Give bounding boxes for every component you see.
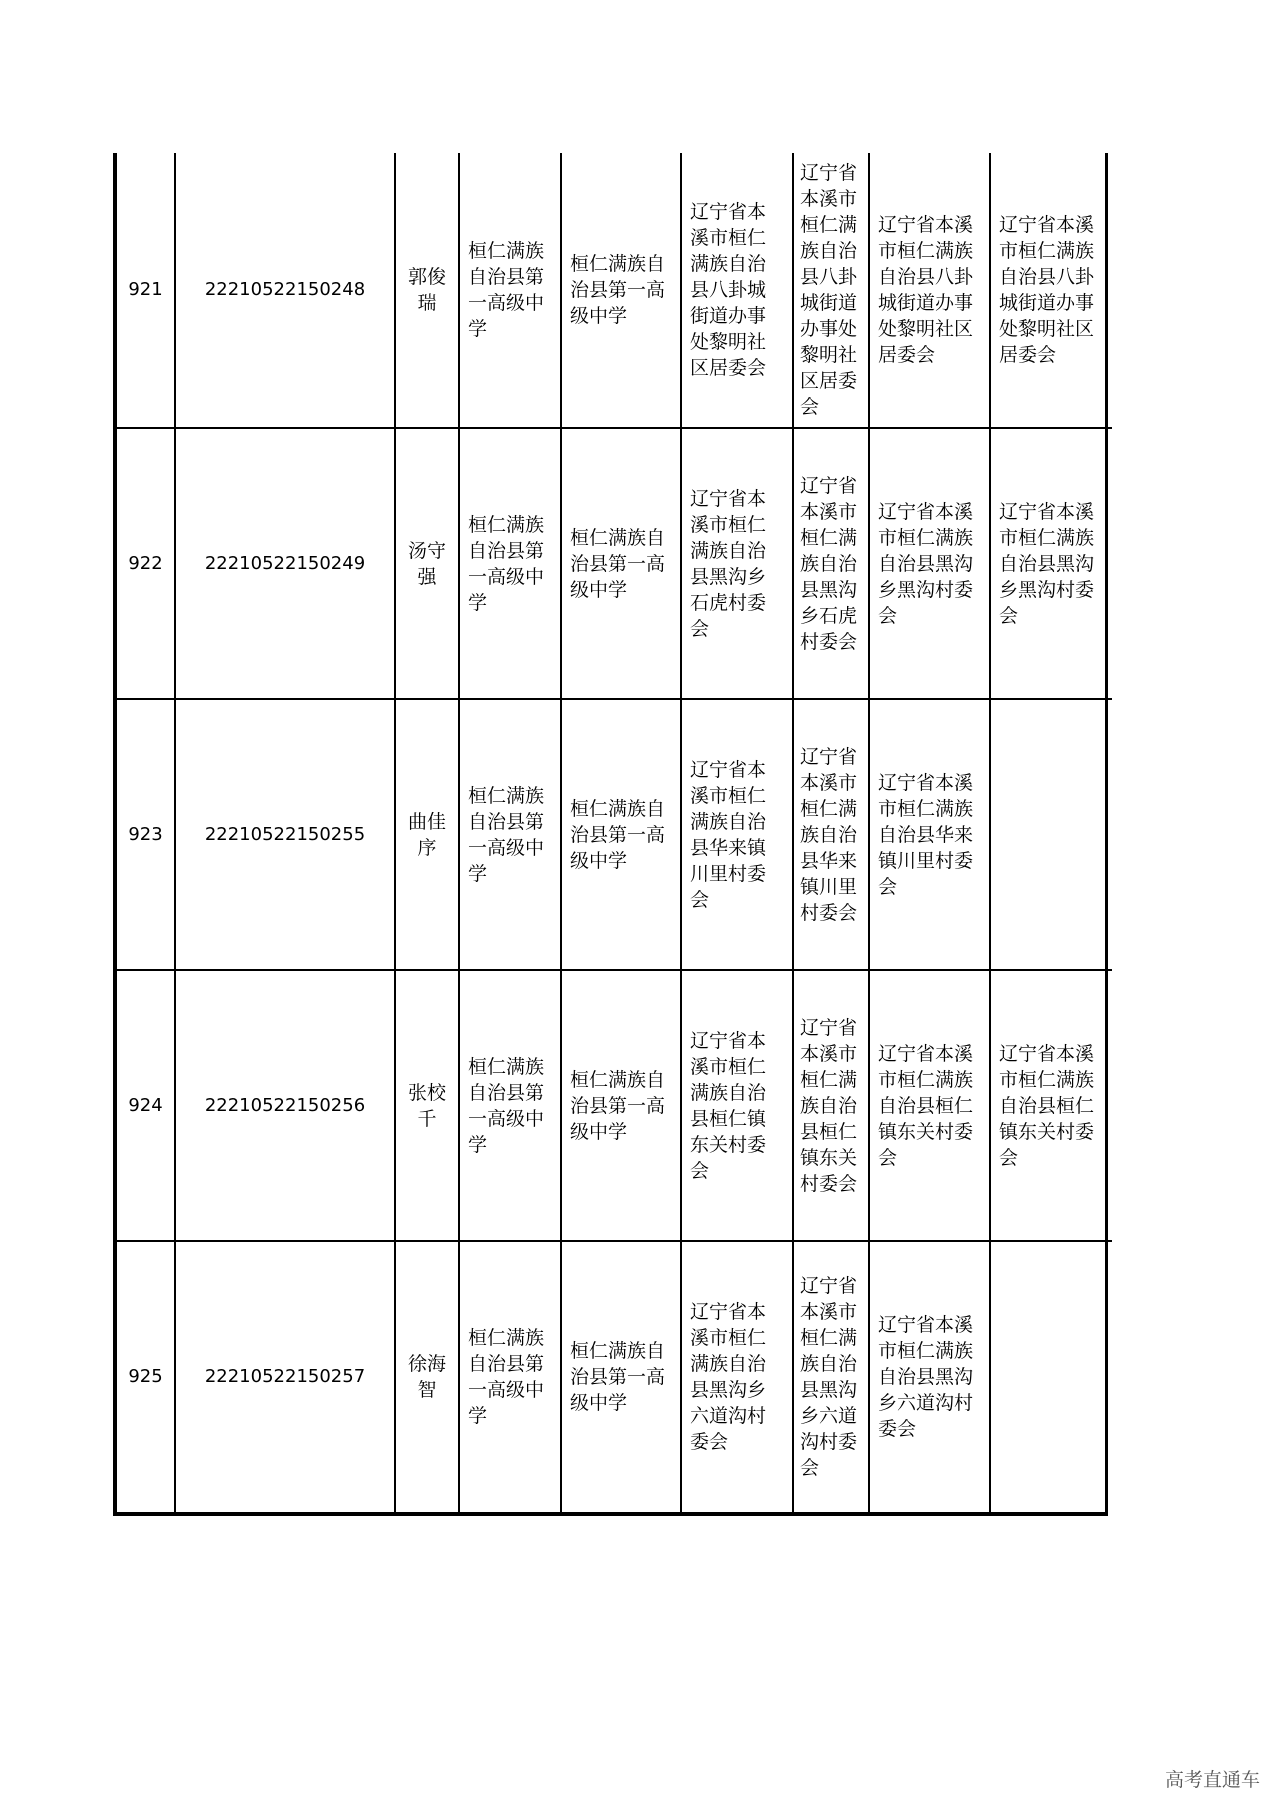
cell-school: 桓仁满族自治县第一高级中学 bbox=[459, 428, 561, 699]
cell-name: 曲佳序 bbox=[395, 699, 459, 970]
cell-grad-school: 桓仁满族自治县第一高级中学 bbox=[561, 428, 681, 699]
cell-mother bbox=[990, 1241, 1112, 1512]
cell-address: 辽宁省本溪市桓仁满族自治县桓仁镇东关村委会 bbox=[681, 970, 793, 1241]
cell-hukou: 辽宁省本溪市桓仁满族自治县华来镇川里村委会 bbox=[793, 699, 869, 970]
cell-hukou: 辽宁省本溪市桓仁满族自治县八卦城街道办事处黎明社区居委会 bbox=[793, 153, 869, 428]
cell-father: 辽宁省本溪市桓仁满族自治县桓仁镇东关村委会 bbox=[869, 970, 990, 1241]
cell-grad-school: 桓仁满族自治县第一高级中学 bbox=[561, 970, 681, 1241]
roster-table bbox=[117, 153, 1112, 1512]
cell-mother: 辽宁省本溪市桓仁满族自治县黑沟乡黑沟村委会 bbox=[990, 428, 1112, 699]
cell-hukou: 辽宁省本溪市桓仁满族自治县桓仁镇东关村委会 bbox=[793, 970, 869, 1241]
cell-hukou: 辽宁省本溪市桓仁满族自治县黑沟乡六道沟村委会 bbox=[793, 1241, 869, 1512]
cell-name: 张校千 bbox=[395, 970, 459, 1241]
table-row bbox=[117, 1241, 1112, 1512]
cell-address: 辽宁省本溪市桓仁满族自治县华来镇川里村委会 bbox=[681, 699, 793, 970]
cell-exam-id: 22210522150257 bbox=[175, 1241, 395, 1512]
roster-body bbox=[117, 153, 1112, 1512]
cell-father: 辽宁省本溪市桓仁满族自治县黑沟乡六道沟村委会 bbox=[869, 1241, 990, 1512]
table-row bbox=[117, 153, 1112, 428]
cell-mother bbox=[990, 699, 1112, 970]
cell-address: 辽宁省本溪市桓仁满族自治县黑沟乡石虎村委会 bbox=[681, 428, 793, 699]
cell-father: 辽宁省本溪市桓仁满族自治县华来镇川里村委会 bbox=[869, 699, 990, 970]
cell-exam-id: 22210522150249 bbox=[175, 428, 395, 699]
cell-name: 郭俊瑞 bbox=[395, 153, 459, 428]
cell-grad-school: 桓仁满族自治县第一高级中学 bbox=[561, 1241, 681, 1512]
cell-seq: 925 bbox=[117, 1241, 175, 1512]
cell-name: 汤守强 bbox=[395, 428, 459, 699]
watermark-label: 高考直通车 bbox=[1164, 1769, 1260, 1791]
cell-seq: 924 bbox=[117, 970, 175, 1241]
cell-exam-id: 22210522150248 bbox=[175, 153, 395, 428]
cell-exam-id: 22210522150255 bbox=[175, 699, 395, 970]
cell-address: 辽宁省本溪市桓仁满族自治县八卦城街道办事处黎明社区居委会 bbox=[681, 153, 793, 428]
cell-name: 徐海智 bbox=[395, 1241, 459, 1512]
roster-table-container bbox=[113, 153, 1108, 1516]
cell-exam-id: 22210522150256 bbox=[175, 970, 395, 1241]
cell-seq: 923 bbox=[117, 699, 175, 970]
table-row bbox=[117, 428, 1112, 699]
cell-school: 桓仁满族自治县第一高级中学 bbox=[459, 970, 561, 1241]
cell-address: 辽宁省本溪市桓仁满族自治县黑沟乡六道沟村委会 bbox=[681, 1241, 793, 1512]
cell-mother: 辽宁省本溪市桓仁满族自治县桓仁镇东关村委会 bbox=[990, 970, 1112, 1241]
cell-father: 辽宁省本溪市桓仁满族自治县八卦城街道办事处黎明社区居委会 bbox=[869, 153, 990, 428]
cell-hukou: 辽宁省本溪市桓仁满族自治县黑沟乡石虎村委会 bbox=[793, 428, 869, 699]
cell-school: 桓仁满族自治县第一高级中学 bbox=[459, 699, 561, 970]
cell-father: 辽宁省本溪市桓仁满族自治县黑沟乡黑沟村委会 bbox=[869, 428, 990, 699]
cell-seq: 921 bbox=[117, 153, 175, 428]
cell-mother: 辽宁省本溪市桓仁满族自治县八卦城街道办事处黎明社区居委会 bbox=[990, 153, 1112, 428]
cell-grad-school: 桓仁满族自治县第一高级中学 bbox=[561, 699, 681, 970]
cell-school: 桓仁满族自治县第一高级中学 bbox=[459, 153, 561, 428]
cell-school: 桓仁满族自治县第一高级中学 bbox=[459, 1241, 561, 1512]
table-row bbox=[117, 970, 1112, 1241]
cell-grad-school: 桓仁满族自治县第一高级中学 bbox=[561, 153, 681, 428]
table-row bbox=[117, 699, 1112, 970]
cell-seq: 922 bbox=[117, 428, 175, 699]
